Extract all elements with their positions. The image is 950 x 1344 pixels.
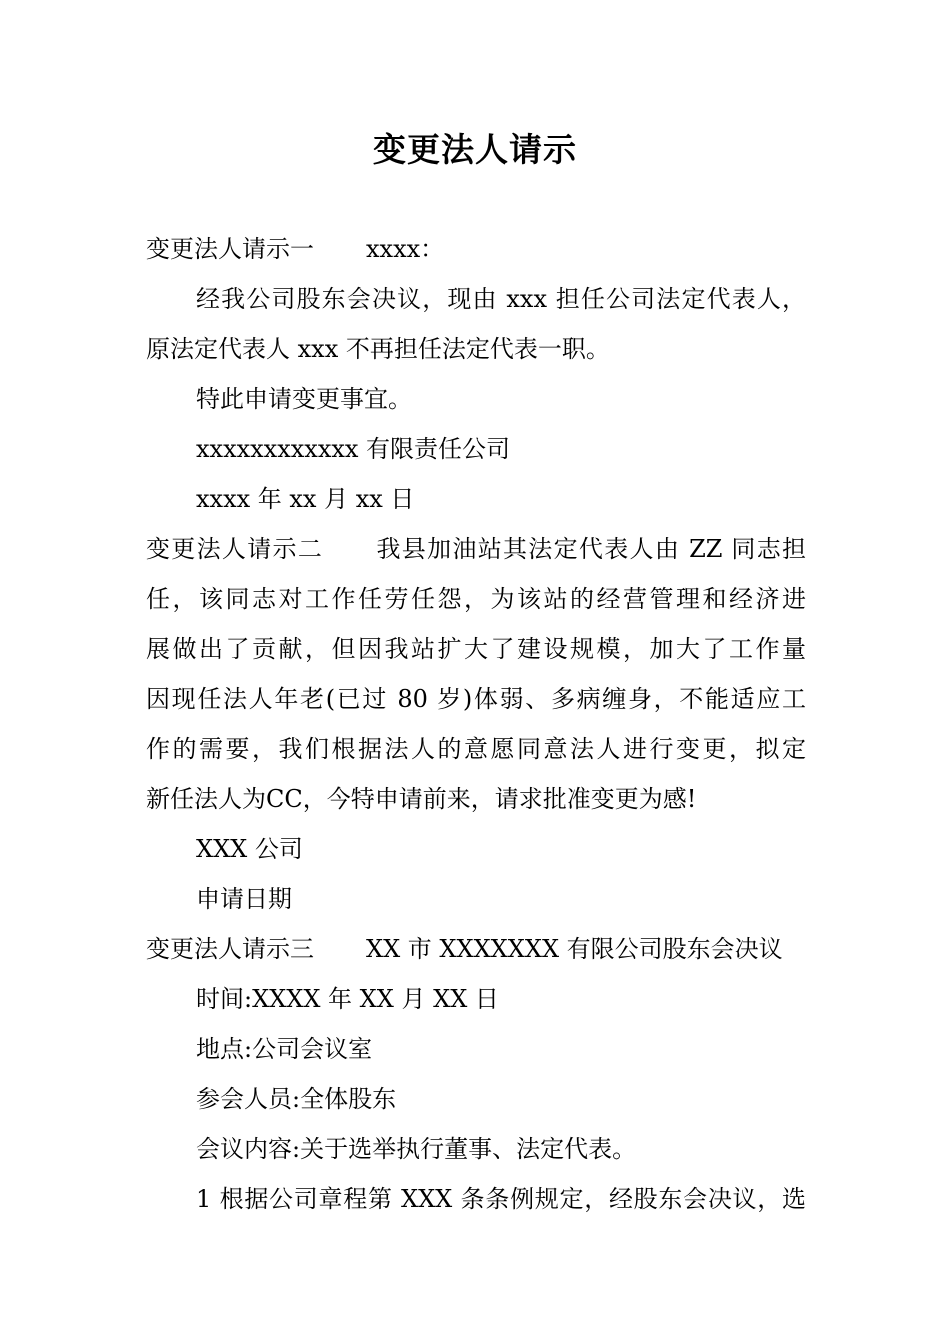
meeting-time: 时间:XXXX 年 XX 月 XX 日	[196, 985, 499, 1013]
meeting-attendees: 参会人员:全体股东	[196, 1085, 397, 1113]
paragraph-line: 经我公司股东会决议，现由 xxx 担任公司法定代表人，	[196, 285, 806, 313]
signature-date: 申请日期	[196, 885, 292, 913]
section-heading-label: 变更法人请示一	[146, 235, 314, 263]
paragraph-line: 原法定代表人 xxx 不再担任法定代表一职。	[146, 335, 610, 363]
paragraph-line: 1 根据公司章程第 XXX 条条例规定，经股东会决议，选	[196, 1185, 806, 1213]
paragraph-line: 新任法人为CC，今特申请前来，请求批准变更为感!	[146, 785, 697, 813]
meeting-location: 地点:公司会议室	[196, 1035, 373, 1063]
section-heading-label: 变更法人请示二	[146, 535, 324, 563]
document-body	[146, 224, 806, 1224]
section-heading-1	[146, 224, 806, 274]
section-heading-text: XX 市 XXXXXXX 有限公司股东会决议	[366, 935, 783, 963]
section-heading-text: 我县加油站其法定代表人由 ZZ 同志担	[375, 535, 806, 563]
meeting-content: 会议内容:关于选举执行董事、法定代表。	[196, 1135, 637, 1163]
section-heading-3	[146, 924, 806, 974]
paragraph-line: 特此申请变更事宜。	[196, 385, 412, 413]
section-heading-text: xxxx：	[366, 235, 445, 263]
section-heading-label: 变更法人请示三	[146, 935, 314, 963]
signature-date: xxxx 年 xx 月 xx 日	[196, 485, 415, 513]
section-heading-2	[146, 524, 806, 574]
company-signature: XXX 公司	[196, 835, 303, 863]
paragraph-line: 任，该同志对工作任劳任怨，为该站的经营管理和经济进	[146, 585, 806, 613]
document-title: 变更法人请示	[373, 130, 577, 169]
company-signature: xxxxxxxxxxxx 有限责任公司	[196, 435, 511, 463]
paragraph-line: 展做出了贡献，但因我站扩大了建设规模，加大了工作量	[146, 635, 806, 663]
paragraph-line: 作的需要，我们根据法人的意愿同意法人进行变更，拟定	[146, 735, 806, 763]
paragraph-line: 因现任法人年老(已过 80 岁)体弱、多病缠身，不能适应工	[146, 685, 806, 713]
